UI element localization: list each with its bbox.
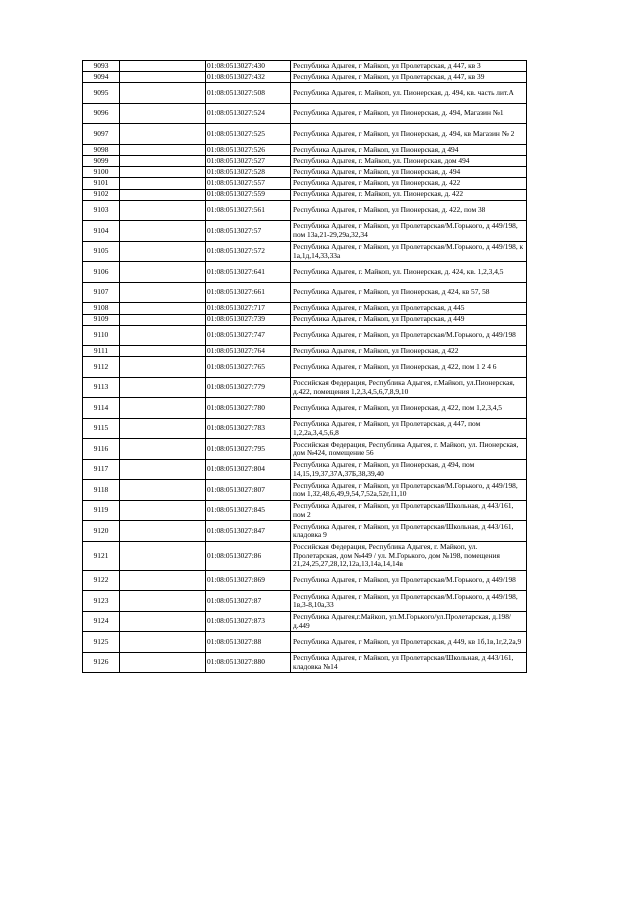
address: Республика Адыгея, г Майкоп, ул Пионерская, д 422, пом 1 2 4 6	[291, 357, 527, 378]
address: Республика Адыгея, г Майкоп, ул Пионерская, д 424, кв 57, 58	[291, 282, 527, 303]
table-row	[83, 262, 527, 283]
row-number: 9106	[83, 262, 120, 283]
row-number: 9115	[83, 418, 120, 439]
cadastral-number: 01:08:0513027:661	[206, 282, 291, 303]
address: Российская Федерация, Республика Адыгея, г. Майкоп, ул. Пролетарская, дом №449 / ул. М.Горького, дом №198, помещения 21,24,25,27,28,12,12а,13,14а,14,14в	[291, 541, 527, 570]
cadastral-number: 01:08:0513027:873	[206, 611, 291, 632]
cadastral-number: 01:08:0513027:526	[206, 144, 291, 155]
cadastral-number: 01:08:0513027:795	[206, 439, 291, 460]
row-number: 9121	[83, 541, 120, 570]
cadastral-number: 01:08:0513027:527	[206, 156, 291, 167]
table-row	[83, 303, 527, 314]
address: Республика Адыгея, г Майкоп, ул Пролетарская, д 445	[291, 303, 527, 314]
table-row	[83, 83, 527, 104]
address: Республика Адыгея, г Майкоп, ул Пролетарская/М.Горького, д 449/198, пом 1,32,48,6,49,9,54,7,52а,52г,11,10	[291, 480, 527, 501]
cadastral-number: 01:08:0513027:764	[206, 346, 291, 357]
address: Республика Адыгея, г Майкоп, ул Пролетарская, д 447, кв 39	[291, 72, 527, 83]
table-row	[83, 124, 527, 145]
empty-cell	[120, 72, 206, 83]
empty-cell	[120, 500, 206, 521]
address: Республика Адыгея, г Майкоп, ул Пионерская, д 422, пом 1,2,3,4,5	[291, 398, 527, 419]
row-number: 9094	[83, 72, 120, 83]
empty-cell	[120, 262, 206, 283]
row-number: 9124	[83, 611, 120, 632]
table-row	[83, 61, 527, 72]
table-row	[83, 282, 527, 303]
cadastral-number: 01:08:0513027:432	[206, 72, 291, 83]
table-row	[83, 346, 527, 357]
cadastral-number: 01:08:0513027:524	[206, 103, 291, 124]
cadastral-number: 01:08:0513027:780	[206, 398, 291, 419]
row-number: 9110	[83, 325, 120, 346]
address: Республика Адыгея, г Майкоп, ул Пролетарская/Школьная, д 443/161, кладовка 9	[291, 521, 527, 542]
empty-cell	[120, 418, 206, 439]
empty-cell	[120, 541, 206, 570]
empty-cell	[120, 591, 206, 612]
table-row	[83, 500, 527, 521]
address: Республика Адыгея,г.Майкоп, ул.М.Горького/ул.Пролетарская, д.198/д.449	[291, 611, 527, 632]
empty-cell	[120, 346, 206, 357]
cadastral-number: 01:08:0513027:869	[206, 570, 291, 591]
table-row	[83, 178, 527, 189]
row-number: 9118	[83, 480, 120, 501]
cadastral-number: 01:08:0513027:880	[206, 652, 291, 673]
empty-cell	[120, 325, 206, 346]
cadastral-number: 01:08:0513027:525	[206, 124, 291, 145]
address: Республика Адыгея, г Майкоп, ул Пионерская, д 422	[291, 346, 527, 357]
empty-cell	[120, 521, 206, 542]
address: Республика Адыгея, г Майкоп, ул Пролетарская/Школьная, д 443/161, пом 2	[291, 500, 527, 521]
row-number: 9099	[83, 156, 120, 167]
row-number: 9119	[83, 500, 120, 521]
empty-cell	[120, 357, 206, 378]
row-number: 9105	[83, 241, 120, 262]
address: Республика Адыгея, г Майкоп, ул Пролетарская/Школьная, д 443/161, кладовка №14	[291, 652, 527, 673]
table-row	[83, 221, 527, 242]
address: Республика Адыгея, г Майкоп, ул Пионерская, д. 494, кв Магазин № 2	[291, 124, 527, 145]
table-row	[83, 156, 527, 167]
row-number: 9111	[83, 346, 120, 357]
empty-cell	[120, 221, 206, 242]
cadastral-number: 01:08:0513027:845	[206, 500, 291, 521]
empty-cell	[120, 241, 206, 262]
address: Республика Адыгея, г Майкоп, ул Пролетарская, д 449, кв 1б,1в,1г,2,2а,9	[291, 632, 527, 653]
address: Республика Адыгея, г Майкоп, ул Пролетарская/М.Горького, д 449/198, к 1а,1д,14,33,33а	[291, 241, 527, 262]
address: Республика Адыгея, г. Майкоп, ул. Пионерская, дом 494	[291, 156, 527, 167]
row-number: 9103	[83, 200, 120, 221]
table-row	[83, 480, 527, 501]
empty-cell	[120, 439, 206, 460]
empty-cell	[120, 189, 206, 200]
row-number: 9126	[83, 652, 120, 673]
table-row	[83, 72, 527, 83]
table-row	[83, 418, 527, 439]
empty-cell	[120, 314, 206, 325]
row-number: 9098	[83, 144, 120, 155]
row-number: 9100	[83, 167, 120, 178]
registry-table	[82, 60, 527, 673]
cadastral-number: 01:08:0513027:783	[206, 418, 291, 439]
address: Российская Федерация, Республика Адыгея, г. Майкоп, ул. Пионерская, дом №424, помещение 56	[291, 439, 527, 460]
address: Республика Адыгея, г Майкоп, ул Пионерская, д. 422, пом 38	[291, 200, 527, 221]
table-row	[83, 357, 527, 378]
empty-cell	[120, 156, 206, 167]
row-number: 9112	[83, 357, 120, 378]
address: Республика Адыгея, г Майкоп, ул Пролетарская/М.Горького, д 449/198, пом 13а,21-29,29а,32,34	[291, 221, 527, 242]
table-row	[83, 652, 527, 673]
table-row	[83, 541, 527, 570]
row-number: 9123	[83, 591, 120, 612]
empty-cell	[120, 398, 206, 419]
empty-cell	[120, 83, 206, 104]
table-row	[83, 611, 527, 632]
empty-cell	[120, 178, 206, 189]
table-row	[83, 632, 527, 653]
cadastral-number: 01:08:0513027:779	[206, 377, 291, 398]
table-row	[83, 325, 527, 346]
empty-cell	[120, 652, 206, 673]
cadastral-number: 01:08:0513027:508	[206, 83, 291, 104]
address: Республика Адыгея, г Майкоп, ул Пионерская, д 494, пом 14,15,19,37,37А,37Б,38,39,40	[291, 459, 527, 480]
address: Республика Адыгея, г Майкоп, ул Пионерская, д. 494, Магазин №1	[291, 103, 527, 124]
table-row	[83, 167, 527, 178]
table-row	[83, 103, 527, 124]
table-row	[83, 377, 527, 398]
row-number: 9102	[83, 189, 120, 200]
address: Республика Адыгея, г Майкоп, ул Пролетарская, д 447, пом 1,2,2а,3,4,5,6,8	[291, 418, 527, 439]
row-number: 9101	[83, 178, 120, 189]
empty-cell	[120, 167, 206, 178]
row-number: 9116	[83, 439, 120, 460]
address: Республика Адыгея, г Майкоп, ул Пионерская, д. 494	[291, 167, 527, 178]
address: Республика Адыгея, г Майкоп, ул Пролетарская/М.Горького, д 449/198	[291, 570, 527, 591]
cadastral-number: 01:08:0513027:847	[206, 521, 291, 542]
row-number: 9114	[83, 398, 120, 419]
empty-cell	[120, 570, 206, 591]
empty-cell	[120, 124, 206, 145]
registry-table-body	[83, 61, 527, 673]
row-number: 9122	[83, 570, 120, 591]
cadastral-number: 01:08:0513027:87	[206, 591, 291, 612]
cadastral-number: 01:08:0513027:528	[206, 167, 291, 178]
address: Республика Адыгея, г. Майкоп, ул. Пионерская, д. 494, кв. часть лит.А	[291, 83, 527, 104]
empty-cell	[120, 611, 206, 632]
table-row	[83, 439, 527, 460]
address: Республика Адыгея, г Майкоп, ул Пролетарская, д 447, кв 3	[291, 61, 527, 72]
address: Республика Адыгея, г Майкоп, ул Пролетарская/М.Горького, д 449/198	[291, 325, 527, 346]
table-row	[83, 241, 527, 262]
address: Республика Адыгея, г Майкоп, ул Пролетарская/М.Горького, д 449/198, 1в,3-8,10а,33	[291, 591, 527, 612]
empty-cell	[120, 377, 206, 398]
row-number: 9097	[83, 124, 120, 145]
empty-cell	[120, 61, 206, 72]
table-row	[83, 200, 527, 221]
cadastral-number: 01:08:0513027:747	[206, 325, 291, 346]
address: Российская Федерация, Республика Адыгея, г.Майкоп, ул.Пионерская, д.422, помещения 1,2,3,4,5,6,7,8,9,10	[291, 377, 527, 398]
cadastral-number: 01:08:0513027:86	[206, 541, 291, 570]
row-number: 9108	[83, 303, 120, 314]
empty-cell	[120, 480, 206, 501]
empty-cell	[120, 144, 206, 155]
row-number: 9096	[83, 103, 120, 124]
cadastral-number: 01:08:0513027:430	[206, 61, 291, 72]
cadastral-number: 01:08:0513027:804	[206, 459, 291, 480]
table-row	[83, 398, 527, 419]
cadastral-number: 01:08:0513027:88	[206, 632, 291, 653]
cadastral-number: 01:08:0513027:57	[206, 221, 291, 242]
cadastral-number: 01:08:0513027:561	[206, 200, 291, 221]
table-row	[83, 189, 527, 200]
empty-cell	[120, 200, 206, 221]
address: Республика Адыгея, г. Майкоп, ул. Пионерская, д. 424, кв. 1,2,3,4,5	[291, 262, 527, 283]
row-number: 9117	[83, 459, 120, 480]
registry-sheet	[82, 60, 526, 673]
empty-cell	[120, 459, 206, 480]
address: Республика Адыгея, г Майкоп, ул Пионерская, д 494	[291, 144, 527, 155]
cadastral-number: 01:08:0513027:559	[206, 189, 291, 200]
table-row	[83, 591, 527, 612]
table-row	[83, 144, 527, 155]
cadastral-number: 01:08:0513027:641	[206, 262, 291, 283]
row-number: 9120	[83, 521, 120, 542]
empty-cell	[120, 303, 206, 314]
address: Республика Адыгея, г Майкоп, ул Пролетарская, д 449	[291, 314, 527, 325]
cadastral-number: 01:08:0513027:572	[206, 241, 291, 262]
row-number: 9125	[83, 632, 120, 653]
cadastral-number: 01:08:0513027:807	[206, 480, 291, 501]
row-number: 9107	[83, 282, 120, 303]
table-row	[83, 521, 527, 542]
row-number: 9109	[83, 314, 120, 325]
cadastral-number: 01:08:0513027:739	[206, 314, 291, 325]
empty-cell	[120, 282, 206, 303]
address: Республика Адыгея, г Майкоп, ул Пионерская, д. 422	[291, 178, 527, 189]
row-number: 9093	[83, 61, 120, 72]
address: Республика Адыгея, г. Майкоп, ул. Пионерская, д. 422	[291, 189, 527, 200]
empty-cell	[120, 632, 206, 653]
table-row	[83, 459, 527, 480]
row-number: 9095	[83, 83, 120, 104]
cadastral-number: 01:08:0513027:557	[206, 178, 291, 189]
cadastral-number: 01:08:0513027:765	[206, 357, 291, 378]
cadastral-number: 01:08:0513027:717	[206, 303, 291, 314]
empty-cell	[120, 103, 206, 124]
table-row	[83, 314, 527, 325]
table-row	[83, 570, 527, 591]
row-number: 9104	[83, 221, 120, 242]
row-number: 9113	[83, 377, 120, 398]
